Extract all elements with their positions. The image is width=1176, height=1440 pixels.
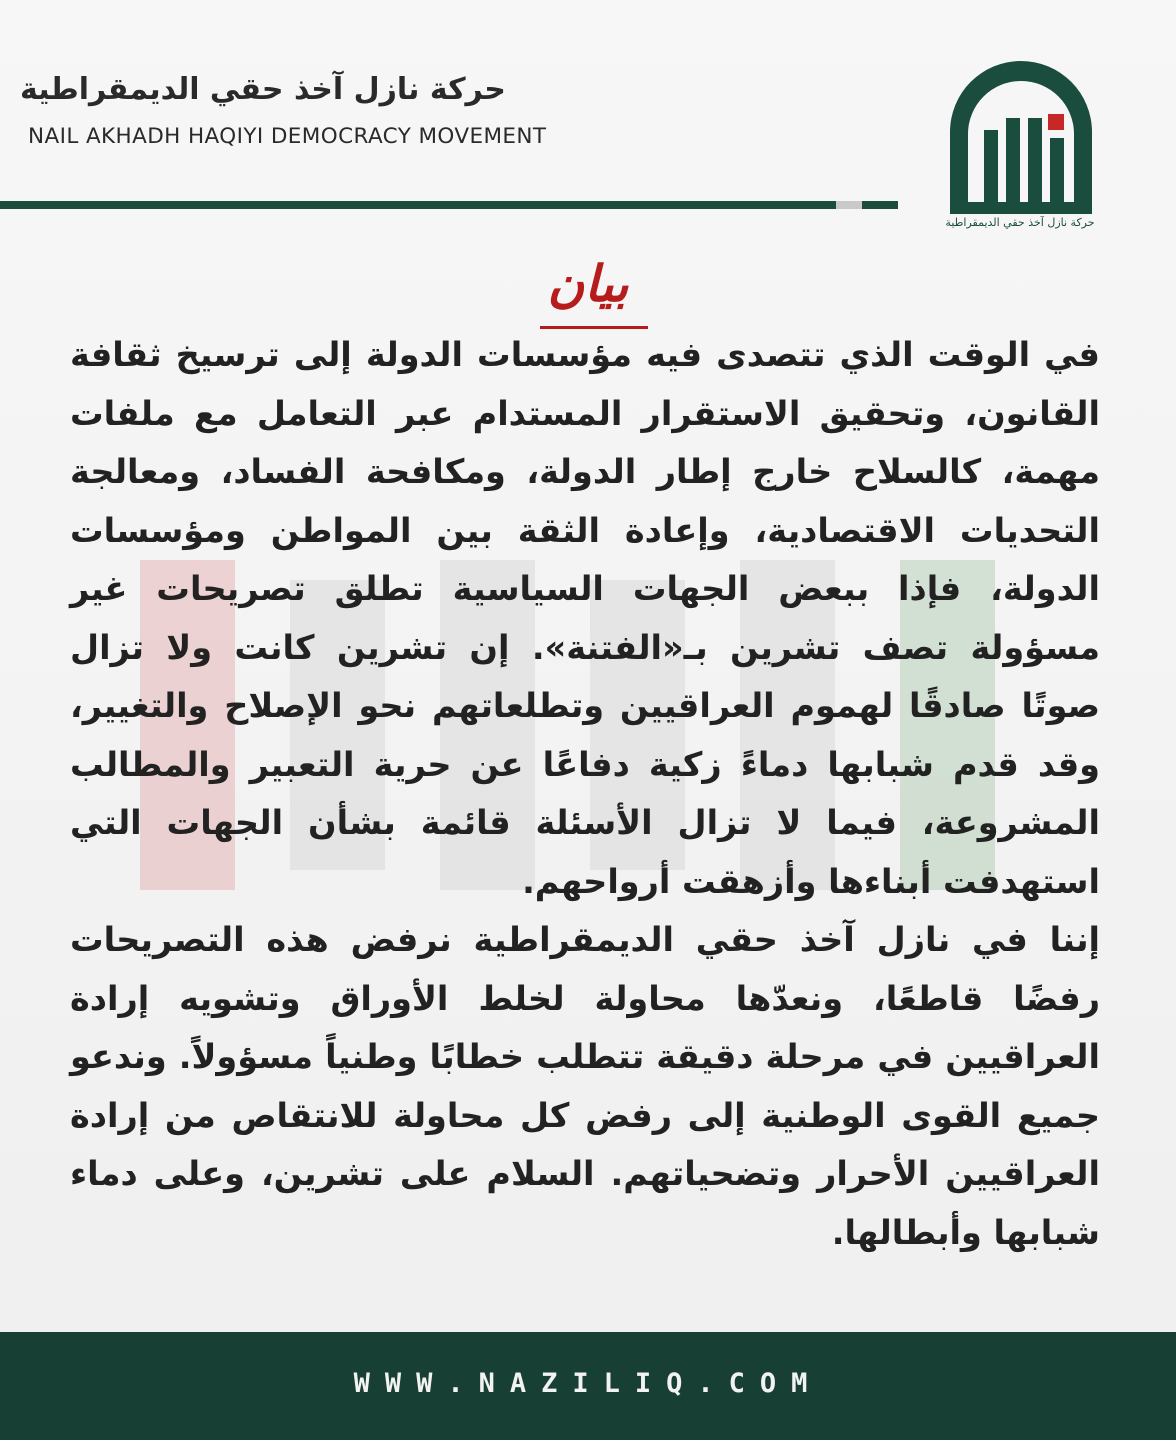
footer-bar [0,1332,1176,1440]
statement-title: بيان [547,254,629,313]
arch-logo-icon [936,52,1106,242]
header-divider-accent [836,201,862,209]
org-name-arabic: حركة نازل آخذ حقي الديمقراطية [20,72,506,107]
org-name-english: NAIL AKHADH HAQIYI DEMOCRACY MOVEMENT [28,124,547,149]
statement-paragraph: إننا في نازل آخذ حقي الديمقراطية نرفض هذه التصريحات رفضًا قاطعًا، ونعدّها محاولة لخلط الأوراق وتشويه إرادة العراقيين في مرحلة دقيقة تتطلب خطابًا وطنياً مسؤولاً. وندعو جميع القوى الوطنية إلى رفض كل محاولة للانتقاص من إرادة العراقيين الأحرار وتضحياتهم. السلام على تشرين، وعلى دماء شبابها وأبطالها. [70,920,1100,1252]
header-divider [0,201,836,209]
statement-paragraph: في الوقت الذي تتصدى فيه مؤسسات الدولة إلى ترسيخ ثقافة القانون، وتحقيق الاستقرار المستدام عبر التعامل مع ملفات مهمة، كالسلاح خارج إطار الدولة، ومكافحة الفساد، ومعالجة التحديات الاقتصادية، وإعادة الثقة بين المواطن ومؤسسات الدولة، فإذا ببعض الجهات السياسية تطلق تصريحات غير مسؤولة تصف تشرين بـ«الفتنة». إن تشرين كانت ولا تزال صوتًا صادقًا لهموم العراقيين وتطلعاتهم نحو الإصلاح والتغيير، وقد قدم شبابها دماءً زكية دفاعًا عن حرية التعبير والمطالب المشروعة، فيما لا تزال الأسئلة قائمة بشأن الجهات التي استهدفت أبناءها وأزهقت أرواحهم. [70,335,1100,901]
website-link[interactable]: WWW.NAZILIQ.COM [353,1368,823,1399]
header-divider-end [862,201,898,209]
logo-caption: حركة نازل آخذ حقي الديمقراطية [945,216,1095,229]
statement-body [70,326,1100,1262]
